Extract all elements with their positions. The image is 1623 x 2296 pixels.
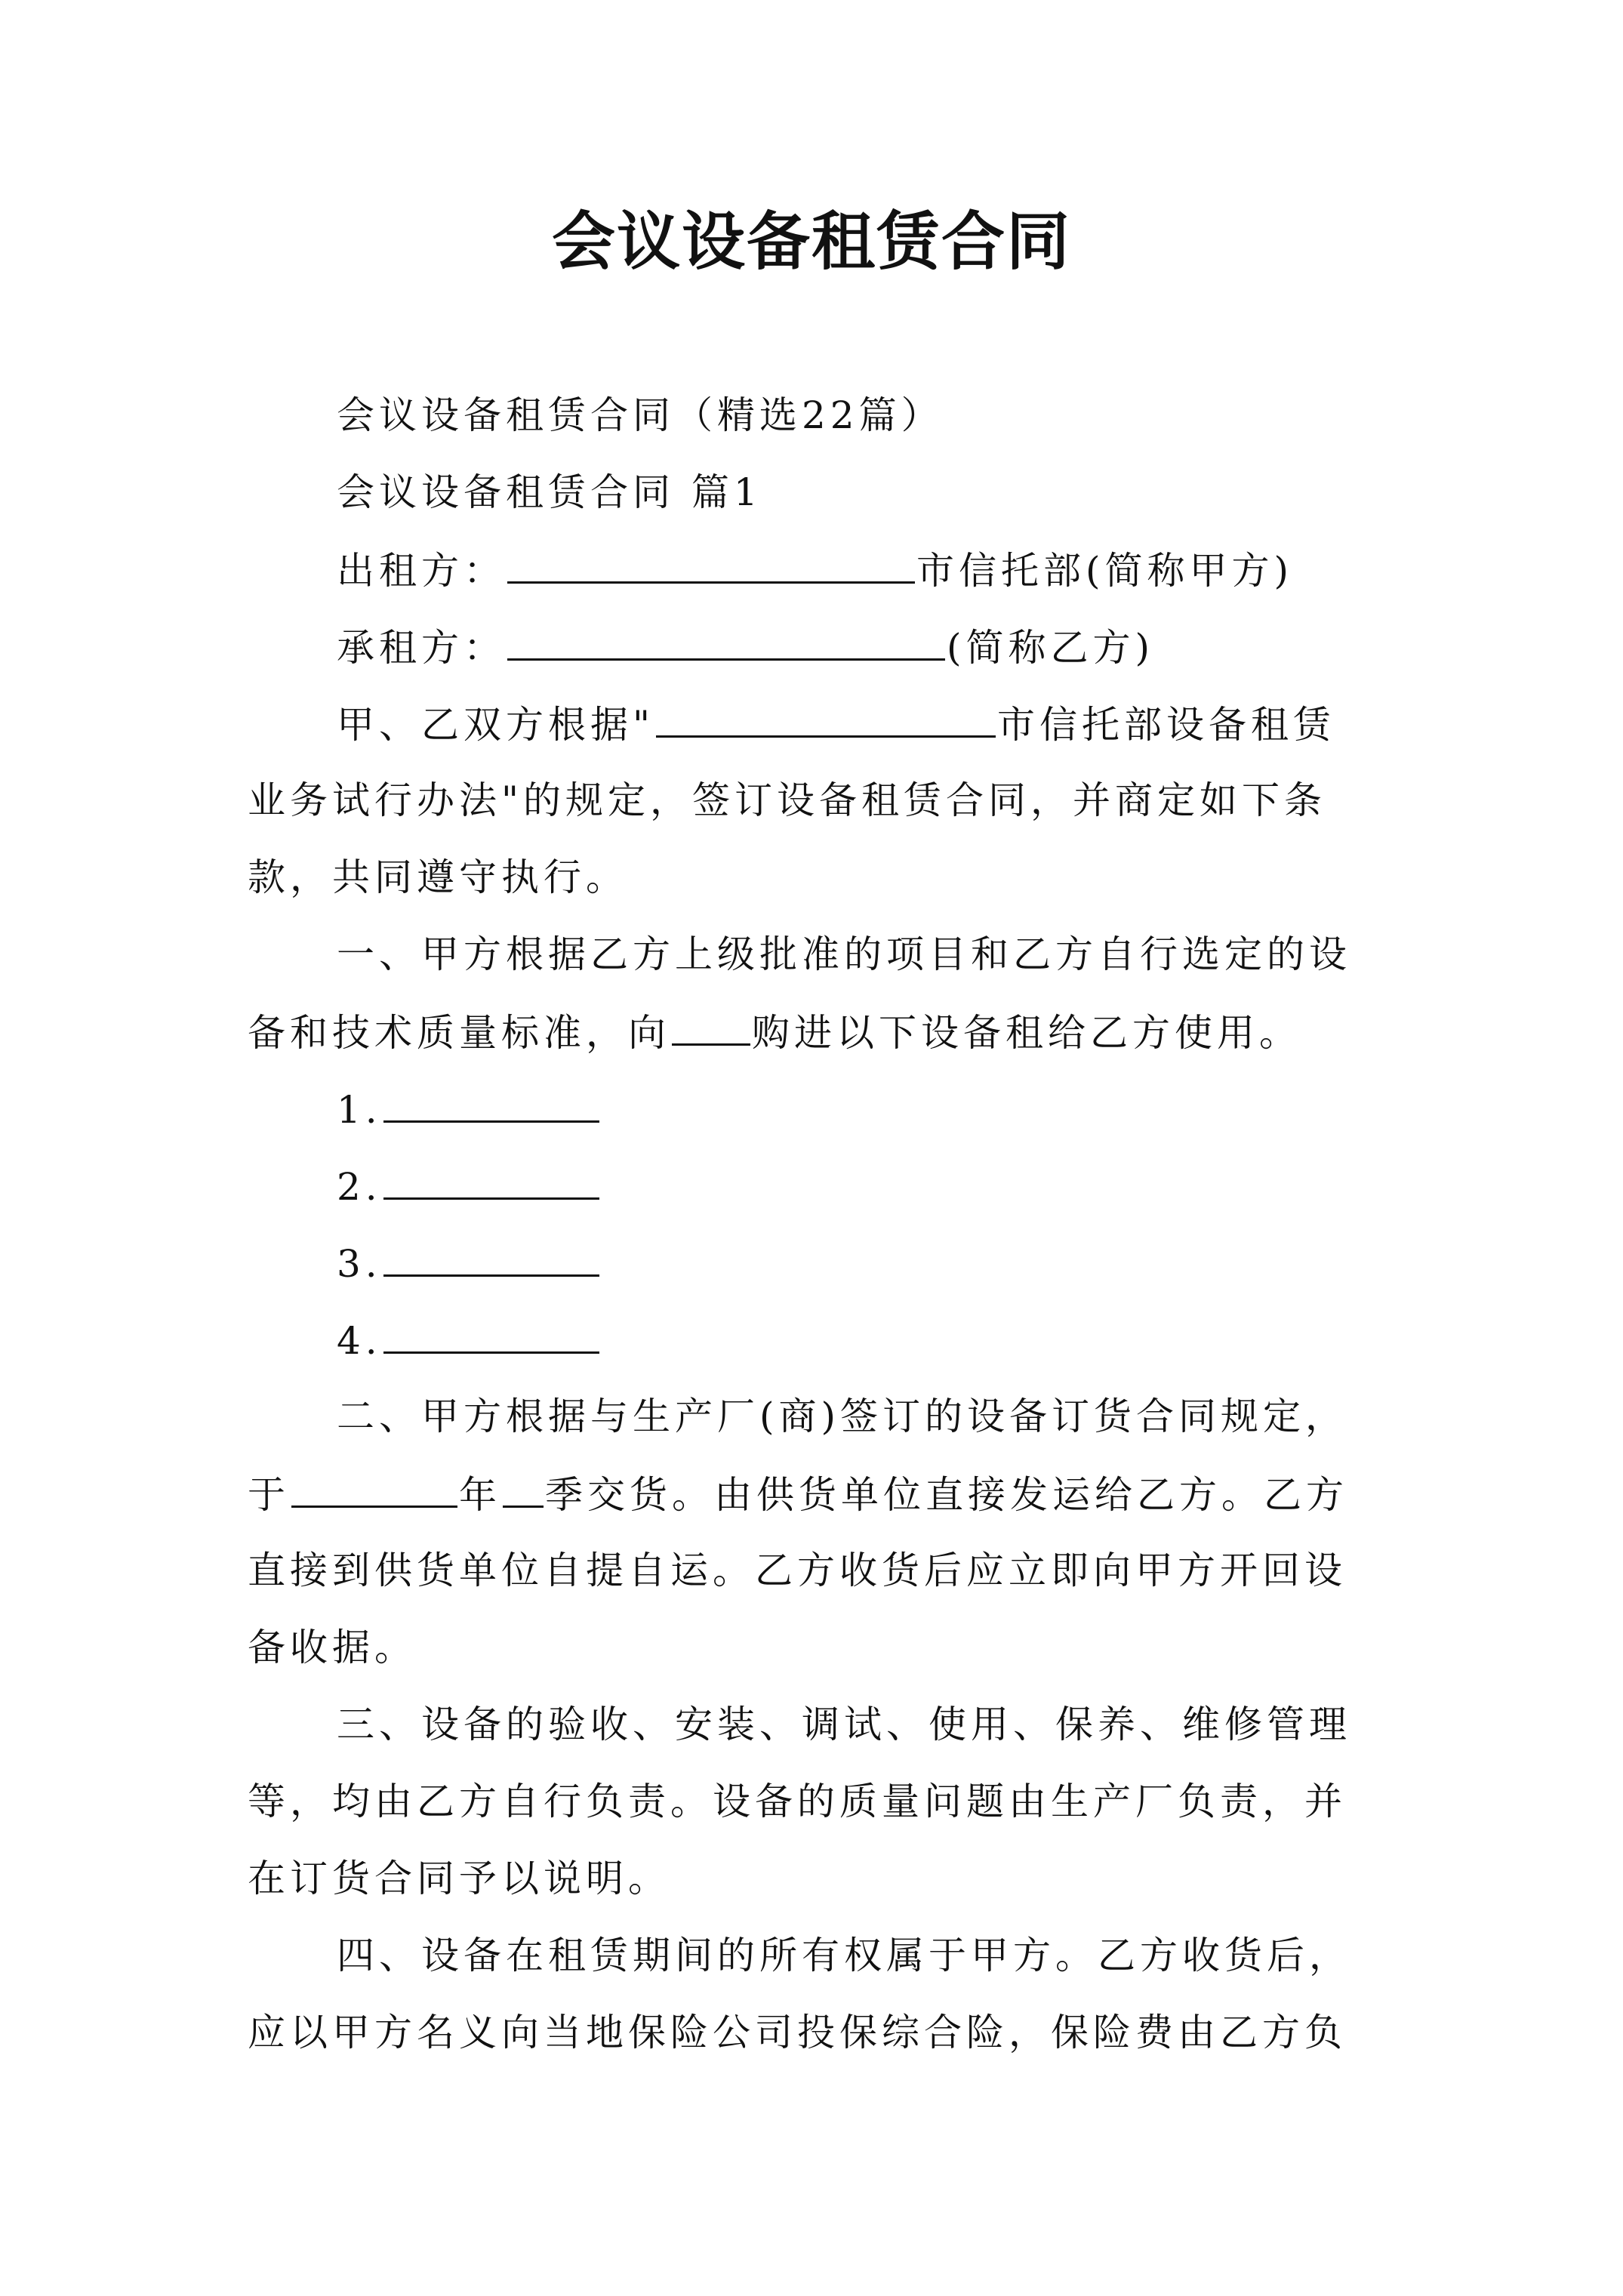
clause3-line-2: 等，均由乙方自行负责。设备的质量问题由生产厂负责，并	[248, 1780, 1347, 1823]
clause1-text-a: 备和技术质量标准，向	[248, 1011, 670, 1055]
document-title: 会议设备租赁合同	[551, 204, 1071, 279]
clause2-text-a: 于	[248, 1473, 290, 1517]
preamble-line-3: 款，共同遵守执行。	[248, 855, 628, 899]
lessee-suffix: (简称乙方)	[947, 626, 1155, 670]
clause4-line-2: 应以甲方名义向当地保险公司投保综合险，保险费由乙方负	[248, 2011, 1347, 2054]
item-number: 2.	[337, 1165, 382, 1209]
preamble-line-2: 业务试行办法"的规定，签订设备租赁合同，并商定如下条	[248, 778, 1326, 822]
item-blank	[383, 1317, 599, 1354]
supplier-blank	[672, 1009, 750, 1046]
clause1-text-b: 购进以下设备租给乙方使用。	[752, 1011, 1301, 1055]
item-blank	[383, 1240, 599, 1277]
item-line-2	[337, 1163, 601, 1210]
clause2-line-3: 直接到供货单位自提自运。乙方收货后应立即向甲方开回设	[248, 1549, 1347, 1592]
item-line-4	[337, 1317, 601, 1364]
clause2-text-b: 年	[459, 1473, 501, 1517]
clause3-line-1: 三、设备的验收、安装、调试、使用、保养、维修管理	[337, 1703, 1351, 1746]
clause2-line-1: 二、甲方根据与生产厂(商)签订的设备订货合同规定，	[337, 1395, 1348, 1438]
item-number: 3.	[337, 1242, 382, 1286]
lessor-blank	[507, 547, 915, 584]
intro-heading: 会议设备租赁合同（精选22篇）	[337, 393, 944, 437]
item-number: 4.	[337, 1319, 382, 1363]
lessee-line	[337, 624, 1154, 670]
part-label: 会议设备租赁合同 篇1	[337, 470, 762, 514]
lessor-label: 出租方：	[337, 549, 506, 593]
item-blank	[383, 1086, 599, 1123]
season-blank	[503, 1471, 544, 1508]
item-blank	[383, 1163, 599, 1200]
year-blank	[291, 1471, 457, 1508]
clause2-line-4: 备收据。	[248, 1626, 417, 1669]
preamble-text-b: 市信托部设备租赁	[997, 703, 1335, 747]
item-line-3	[337, 1240, 601, 1287]
lessee-label: 承租方：	[337, 626, 506, 670]
preamble-text-a: 甲、乙双方根据"	[337, 703, 654, 747]
preamble-blank	[656, 701, 996, 738]
preamble-line-1	[337, 701, 1335, 747]
lessee-blank	[507, 624, 945, 661]
clause2-text-c: 季交货。由供货单位直接发运给乙方。乙方	[545, 1473, 1348, 1517]
lessor-suffix: 市信托部(简称甲方)	[916, 549, 1294, 593]
item-line-1	[337, 1086, 601, 1133]
lessor-line	[337, 547, 1293, 593]
clause3-line-3: 在订货合同予以说明。	[248, 1857, 670, 1900]
clause1-line-1: 一、甲方根据乙方上级批准的项目和乙方自行选定的设	[337, 932, 1351, 976]
clause1-line-2	[248, 1009, 1301, 1056]
clause2-line-2	[248, 1471, 1348, 1518]
item-number: 1.	[337, 1088, 382, 1132]
clause4-line-1: 四、设备在租赁期间的所有权属于甲方。乙方收货后，	[337, 1934, 1351, 1977]
